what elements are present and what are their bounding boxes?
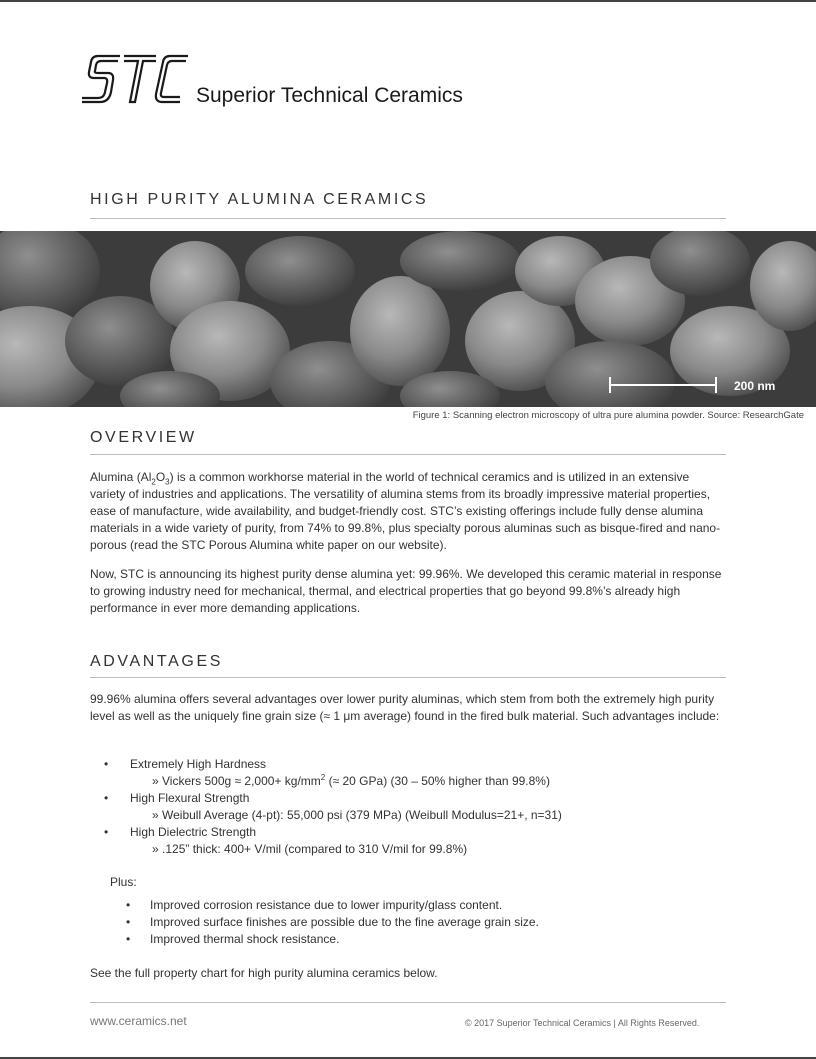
advantage-title: Extremely High Hardness bbox=[130, 757, 267, 771]
advantage-detail: » Weibull Average (4-pt): 55,000 psi (379 MPa) (Weibull Modulus=21+, n=31) bbox=[152, 808, 562, 822]
advantages-heading: ADVANTAGES bbox=[90, 653, 223, 670]
footer-url-link[interactable]: www.ceramics.net bbox=[90, 1014, 187, 1028]
figure-caption: Figure 1: Scanning electron microscopy of ultra pure alumina powder. Source: ResearchGate bbox=[412, 410, 804, 421]
footer-divider bbox=[90, 1002, 726, 1003]
page-title: HIGH PURITY ALUMINA CERAMICS bbox=[90, 191, 429, 208]
advantage-detail: » .125” thick: 400+ V/mil (compared to 310 V/mil for 99.8%) bbox=[152, 842, 468, 856]
bullet: • bbox=[126, 932, 131, 946]
plus-label: Plus: bbox=[110, 875, 137, 889]
advantage-detail: » Vickers $500g \approx 2,000+ kg/mm^2$ (≈ 20 GPa) (30 – 50% higher than 99.8%) bbox=[152, 773, 550, 788]
bullet: • bbox=[126, 898, 131, 912]
scale-bar-label: 200 nm bbox=[734, 379, 776, 393]
sem-micrograph-image bbox=[0, 231, 816, 407]
overview-paragraph-2: Now, STC is announcing its highest purity dense alumina yet: 99.96%. We developed this ceramic material in response to growing industry need for mechanical, thermal, and electrical properties that go beyond 99.8%’s already high performance in ever more demanding applications. bbox=[90, 567, 722, 615]
company-name: Superior Technical Ceramics bbox=[196, 84, 463, 107]
advantages-divider bbox=[90, 677, 726, 678]
list-item bbox=[90, 824, 690, 858]
list-item bbox=[90, 914, 710, 931]
overview-divider bbox=[90, 454, 726, 455]
bullet: • bbox=[104, 757, 109, 771]
list-item bbox=[90, 756, 690, 790]
bullet: • bbox=[126, 915, 131, 929]
advantage-title: High Flexural Strength bbox=[130, 791, 250, 805]
bullet: • bbox=[104, 791, 109, 805]
plus-item-text: Improved surface finishes are possible due to the fine average grain size. bbox=[150, 915, 539, 929]
plus-item-text: Improved corrosion resistance due to lower impurity/glass content. bbox=[150, 898, 503, 912]
list-item bbox=[90, 790, 690, 824]
list-item bbox=[90, 897, 710, 914]
title-divider bbox=[90, 218, 726, 219]
top-border bbox=[0, 0, 816, 2]
plus-list bbox=[90, 897, 710, 948]
overview-heading: OVERVIEW bbox=[90, 429, 197, 446]
advantage-title: High Dielectric Strength bbox=[130, 825, 257, 839]
closing-paragraph: See the full property chart for high purity alumina ceramics below. bbox=[90, 966, 438, 980]
footer-copyright: © 2017 Superior Technical Ceramics | All Rights Reserved. bbox=[465, 1018, 700, 1028]
advantages-intro: 99.96% alumina offers several advantages over lower purity aluminas, which stem from both the extremely high purity level as well as the uniquely fine grain size (≈ 1 μm average) found in the fired bulk material. Such advantages include: bbox=[90, 692, 720, 723]
bullet: • bbox=[104, 825, 109, 839]
plus-item-text: Improved thermal shock resistance. bbox=[150, 932, 340, 946]
overview-paragraph-1: Alumina $(Al_2O_3)$ is a common workhorse material in the world of technical ceramics and is utilized in an extensive variety of industries and applications. The versatility of alumina stems from its broadly impressive material properties, ease of manufacture, wide availability, and budget-friendly cost. STC’s existing offerings include fully dense alumina materials in a wide variety of purity, from 74% to 99.8%, plus specialty porous aluminas such as bisque-fired and nano-porous (read the STC Porous Alumina white paper on our website). bbox=[90, 470, 721, 552]
stc-logo-icon bbox=[80, 52, 190, 104]
advantages-list bbox=[90, 756, 690, 858]
list-item bbox=[90, 931, 710, 948]
